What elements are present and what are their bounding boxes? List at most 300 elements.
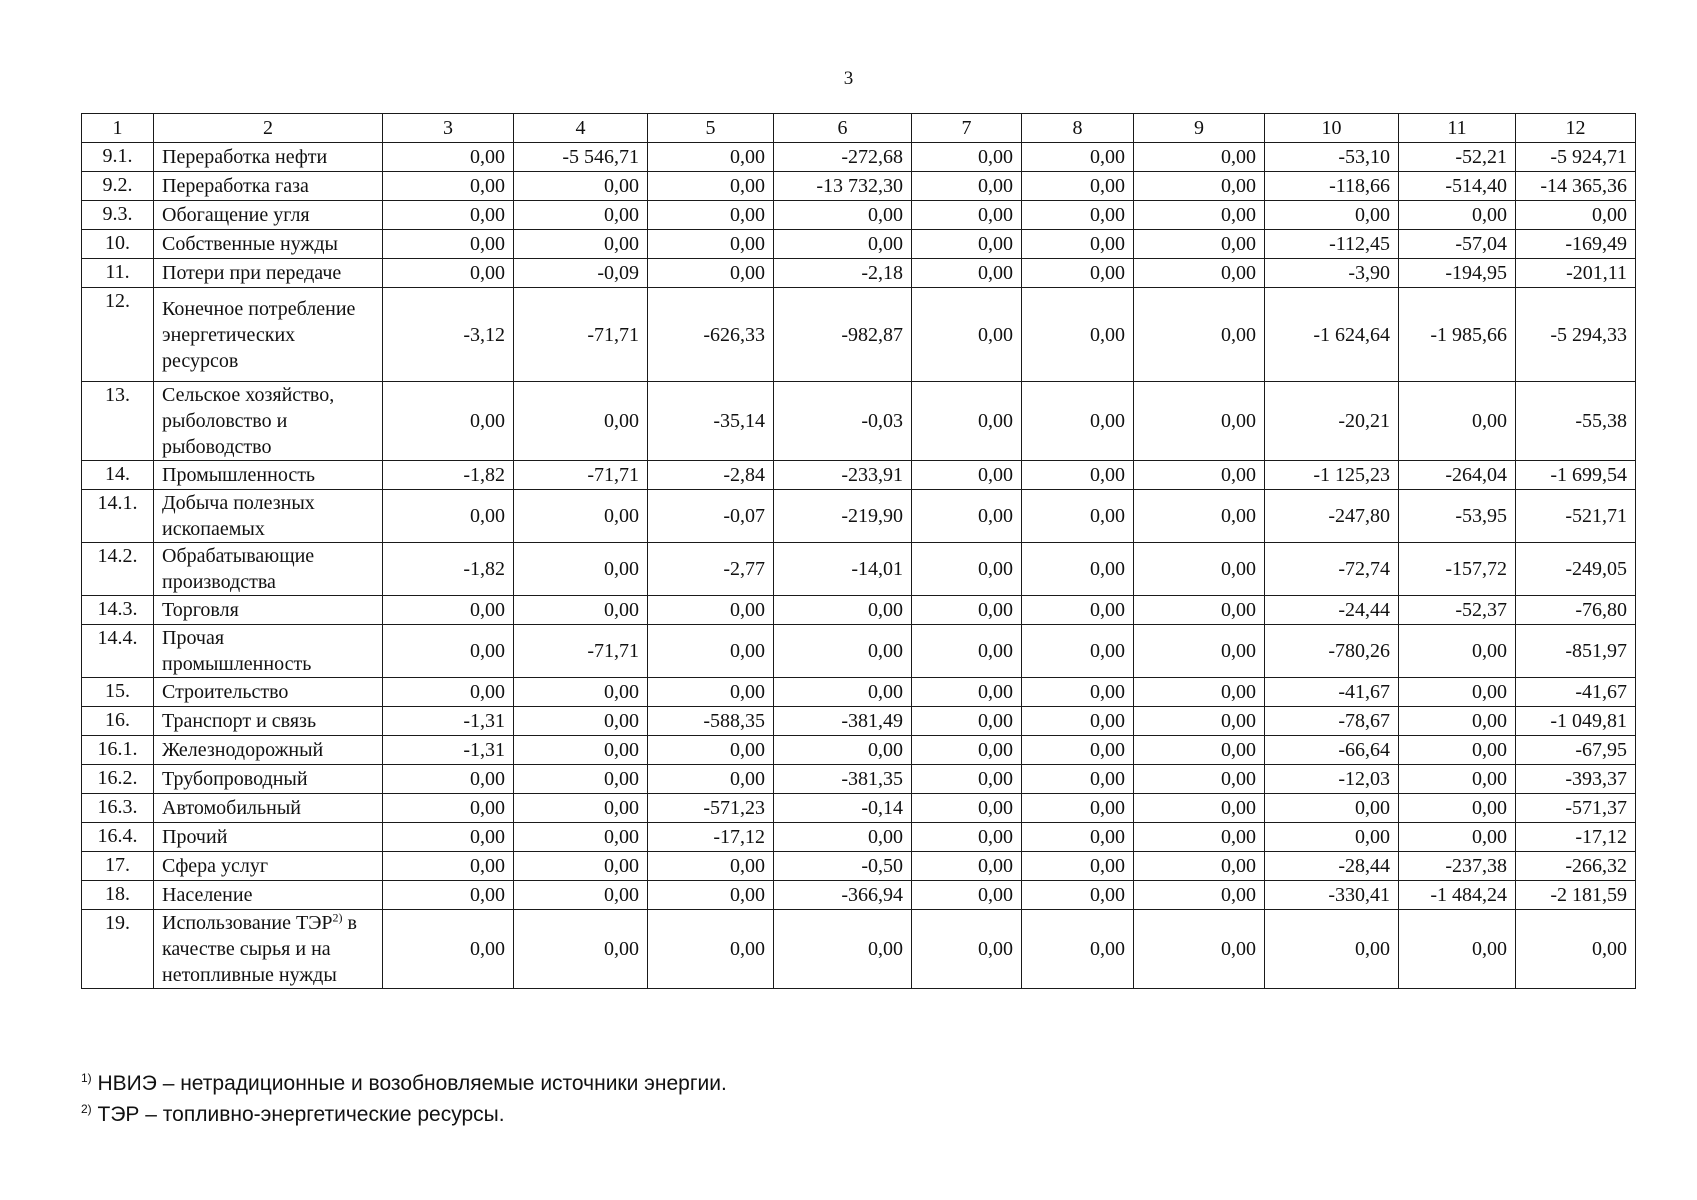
- value-cell: 0,00: [1399, 678, 1516, 707]
- row-number: 9.2.: [82, 172, 154, 201]
- value-cell: -41,67: [1265, 678, 1399, 707]
- value-cell: 0,00: [1134, 678, 1265, 707]
- value-cell: 0,00: [774, 230, 912, 259]
- value-cell: -381,49: [774, 707, 912, 736]
- value-cell: 0,00: [514, 543, 648, 596]
- row-label: [154, 678, 383, 707]
- row-label: [154, 794, 383, 823]
- value-cell: 0,00: [514, 201, 648, 230]
- row-label-text: Потери при передаче: [162, 262, 342, 284]
- value-cell: -1,31: [383, 736, 514, 765]
- row-label-text: Прочий: [162, 826, 228, 848]
- value-cell: 0,00: [1022, 625, 1134, 678]
- row-label: [154, 172, 383, 201]
- value-cell: 0,00: [912, 259, 1022, 288]
- value-cell: -12,03: [1265, 765, 1399, 794]
- value-cell: 0,00: [1022, 382, 1134, 461]
- value-cell: 0,00: [1265, 823, 1399, 852]
- value-cell: -14,01: [774, 543, 912, 596]
- value-cell: 0,00: [1134, 288, 1265, 382]
- column-header: 6: [774, 114, 912, 143]
- row-label: [154, 881, 383, 910]
- column-header: 1: [82, 114, 154, 143]
- value-cell: 0,00: [1022, 707, 1134, 736]
- row-label-text: Промышленность: [162, 464, 316, 486]
- page-number: 3: [843, 68, 854, 89]
- value-cell: 0,00: [774, 678, 912, 707]
- value-cell: 0,00: [383, 678, 514, 707]
- value-cell: 0,00: [648, 625, 774, 678]
- row-number: 14.: [82, 461, 154, 490]
- value-cell: 0,00: [648, 881, 774, 910]
- table-row: [82, 736, 1636, 765]
- value-cell: 0,00: [648, 230, 774, 259]
- row-label: [154, 461, 383, 490]
- row-label-text: Добыча полезных ископаемых: [162, 492, 315, 540]
- value-cell: 0,00: [912, 490, 1022, 543]
- value-cell: -1 699,54: [1516, 461, 1636, 490]
- footnote: [81, 1099, 727, 1130]
- column-header: 8: [1022, 114, 1134, 143]
- table-row: [82, 461, 1636, 490]
- row-number: 16.4.: [82, 823, 154, 852]
- value-cell: -0,07: [648, 490, 774, 543]
- row-label: [154, 596, 383, 625]
- value-cell: -71,71: [514, 288, 648, 382]
- value-cell: 0,00: [1134, 143, 1265, 172]
- value-cell: 0,00: [774, 736, 912, 765]
- row-label: [154, 823, 383, 852]
- value-cell: -72,74: [1265, 543, 1399, 596]
- row-number: 13.: [82, 382, 154, 461]
- row-number: 10.: [82, 230, 154, 259]
- row-number: 14.4.: [82, 625, 154, 678]
- value-cell: 0,00: [1399, 823, 1516, 852]
- column-header: 12: [1516, 114, 1636, 143]
- value-cell: 0,00: [383, 230, 514, 259]
- value-cell: 0,00: [514, 382, 648, 461]
- footnote-mark: 1): [81, 1071, 92, 1085]
- value-cell: 0,00: [383, 382, 514, 461]
- value-cell: 0,00: [1134, 461, 1265, 490]
- value-cell: 0,00: [1134, 910, 1265, 989]
- value-cell: 0,00: [383, 852, 514, 881]
- value-cell: 0,00: [912, 678, 1022, 707]
- value-cell: -2,84: [648, 461, 774, 490]
- row-label: [154, 288, 383, 382]
- value-cell: -0,09: [514, 259, 648, 288]
- row-label: [154, 543, 383, 596]
- row-label-text: Автомобильный: [162, 797, 301, 819]
- value-cell: 0,00: [383, 596, 514, 625]
- row-label-text: Сельское хозяйство, рыболовство и рыбоводство: [162, 384, 335, 458]
- footnote-mark: 2): [81, 1102, 92, 1116]
- value-cell: 0,00: [383, 172, 514, 201]
- value-cell: 0,00: [912, 596, 1022, 625]
- table-row: [82, 823, 1636, 852]
- value-cell: 0,00: [912, 172, 1022, 201]
- value-cell: -53,10: [1265, 143, 1399, 172]
- value-cell: 0,00: [1134, 852, 1265, 881]
- value-cell: -52,21: [1399, 143, 1516, 172]
- value-cell: 0,00: [1516, 201, 1636, 230]
- footnote: [81, 1068, 727, 1099]
- row-label-text: Обрабатывающие производства: [162, 545, 315, 593]
- value-cell: 0,00: [912, 881, 1022, 910]
- value-cell: 0,00: [1399, 794, 1516, 823]
- energy-balance-table: [81, 113, 1636, 989]
- table-row: [82, 852, 1636, 881]
- column-header: 7: [912, 114, 1022, 143]
- table-row: [82, 288, 1636, 382]
- value-cell: 0,00: [1134, 596, 1265, 625]
- value-cell: -2,18: [774, 259, 912, 288]
- value-cell: 0,00: [648, 596, 774, 625]
- value-cell: -0,50: [774, 852, 912, 881]
- row-number: 16.1.: [82, 736, 154, 765]
- row-label-text: Использование ТЭР: [162, 912, 333, 934]
- table-row: [82, 794, 1636, 823]
- footnote-ref: 2): [332, 910, 343, 925]
- value-cell: -5 924,71: [1516, 143, 1636, 172]
- value-cell: -366,94: [774, 881, 912, 910]
- value-cell: -247,80: [1265, 490, 1399, 543]
- value-cell: 0,00: [514, 596, 648, 625]
- value-cell: -571,23: [648, 794, 774, 823]
- value-cell: 0,00: [514, 794, 648, 823]
- value-cell: 0,00: [1134, 794, 1265, 823]
- table-row: [82, 259, 1636, 288]
- row-number: 17.: [82, 852, 154, 881]
- value-cell: 0,00: [774, 625, 912, 678]
- value-cell: -3,12: [383, 288, 514, 382]
- value-cell: 0,00: [1399, 625, 1516, 678]
- value-cell: 0,00: [1022, 172, 1134, 201]
- table-row: [82, 490, 1636, 543]
- row-number: 16.2.: [82, 765, 154, 794]
- value-cell: -118,66: [1265, 172, 1399, 201]
- value-cell: 0,00: [774, 910, 912, 989]
- row-label: [154, 625, 383, 678]
- value-cell: 0,00: [383, 490, 514, 543]
- value-cell: -52,37: [1399, 596, 1516, 625]
- value-cell: 0,00: [1022, 230, 1134, 259]
- value-cell: 0,00: [912, 852, 1022, 881]
- value-cell: 0,00: [1399, 910, 1516, 989]
- value-cell: 0,00: [383, 625, 514, 678]
- value-cell: 0,00: [1022, 823, 1134, 852]
- value-cell: 0,00: [1134, 259, 1265, 288]
- column-header: 5: [648, 114, 774, 143]
- value-cell: 0,00: [648, 172, 774, 201]
- table-row: [82, 765, 1636, 794]
- value-cell: 0,00: [514, 765, 648, 794]
- value-cell: -1,31: [383, 707, 514, 736]
- row-label: [154, 490, 383, 543]
- value-cell: 0,00: [912, 143, 1022, 172]
- row-label-text: Торговля: [162, 599, 239, 621]
- value-cell: 0,00: [383, 881, 514, 910]
- value-cell: -67,95: [1516, 736, 1636, 765]
- value-cell: 0,00: [1399, 707, 1516, 736]
- value-cell: 0,00: [912, 288, 1022, 382]
- table-row: [82, 201, 1636, 230]
- value-cell: 0,00: [1265, 201, 1399, 230]
- value-cell: 0,00: [648, 143, 774, 172]
- column-header: 10: [1265, 114, 1399, 143]
- row-label-continuation: в качестве сырья и на нетопливные нужды: [162, 912, 357, 986]
- table-row: [82, 881, 1636, 910]
- row-label: [154, 852, 383, 881]
- value-cell: 0,00: [1022, 461, 1134, 490]
- value-cell: 0,00: [1022, 765, 1134, 794]
- value-cell: 0,00: [774, 596, 912, 625]
- value-cell: -780,26: [1265, 625, 1399, 678]
- value-cell: -66,64: [1265, 736, 1399, 765]
- value-cell: -201,11: [1516, 259, 1636, 288]
- value-cell: -5 546,71: [514, 143, 648, 172]
- value-cell: -571,37: [1516, 794, 1636, 823]
- value-cell: 0,00: [1134, 382, 1265, 461]
- value-cell: -521,71: [1516, 490, 1636, 543]
- table-row: [82, 707, 1636, 736]
- value-cell: -17,12: [1516, 823, 1636, 852]
- row-number: 14.3.: [82, 596, 154, 625]
- value-cell: -393,37: [1516, 765, 1636, 794]
- value-cell: -14 365,36: [1516, 172, 1636, 201]
- value-cell: -272,68: [774, 143, 912, 172]
- value-cell: 0,00: [1265, 910, 1399, 989]
- table-row: [82, 382, 1636, 461]
- table-row: [82, 143, 1636, 172]
- value-cell: 0,00: [912, 543, 1022, 596]
- table-row: [82, 910, 1636, 989]
- row-label: [154, 736, 383, 765]
- value-cell: 0,00: [1022, 201, 1134, 230]
- value-cell: -5 294,33: [1516, 288, 1636, 382]
- value-cell: 0,00: [912, 707, 1022, 736]
- value-cell: -1 484,24: [1399, 881, 1516, 910]
- column-header: 9: [1134, 114, 1265, 143]
- value-cell: 0,00: [1134, 823, 1265, 852]
- value-cell: -24,44: [1265, 596, 1399, 625]
- value-cell: 0,00: [1399, 736, 1516, 765]
- value-cell: -219,90: [774, 490, 912, 543]
- table-row: [82, 230, 1636, 259]
- value-cell: 0,00: [1516, 910, 1636, 989]
- value-cell: 0,00: [1399, 201, 1516, 230]
- value-cell: 0,00: [383, 794, 514, 823]
- row-number: 14.1.: [82, 490, 154, 543]
- value-cell: 0,00: [1022, 910, 1134, 989]
- value-cell: -330,41: [1265, 881, 1399, 910]
- value-cell: -53,95: [1399, 490, 1516, 543]
- value-cell: 0,00: [1022, 852, 1134, 881]
- row-number: 16.: [82, 707, 154, 736]
- value-cell: 0,00: [383, 910, 514, 989]
- row-label-text: Строительство: [162, 681, 289, 703]
- value-cell: -28,44: [1265, 852, 1399, 881]
- value-cell: -514,40: [1399, 172, 1516, 201]
- value-cell: 0,00: [912, 765, 1022, 794]
- value-cell: -17,12: [648, 823, 774, 852]
- value-cell: 0,00: [514, 852, 648, 881]
- table-row: [82, 543, 1636, 596]
- value-cell: 0,00: [1134, 625, 1265, 678]
- row-label: [154, 707, 383, 736]
- row-number: 19.: [82, 910, 154, 989]
- value-cell: 0,00: [514, 490, 648, 543]
- value-cell: 0,00: [648, 852, 774, 881]
- value-cell: -57,04: [1399, 230, 1516, 259]
- value-cell: 0,00: [1134, 230, 1265, 259]
- column-header: 4: [514, 114, 648, 143]
- value-cell: 0,00: [1022, 596, 1134, 625]
- column-number-header-row: [82, 114, 1636, 143]
- row-label-text: Обогащение угля: [162, 204, 310, 226]
- row-number: 14.2.: [82, 543, 154, 596]
- value-cell: 0,00: [648, 765, 774, 794]
- table-row: [82, 625, 1636, 678]
- value-cell: 0,00: [648, 201, 774, 230]
- row-number: 15.: [82, 678, 154, 707]
- value-cell: 0,00: [1022, 288, 1134, 382]
- value-cell: 0,00: [1022, 881, 1134, 910]
- value-cell: -3,90: [1265, 259, 1399, 288]
- value-cell: -169,49: [1516, 230, 1636, 259]
- row-label: [154, 382, 383, 461]
- value-cell: -55,38: [1516, 382, 1636, 461]
- value-cell: 0,00: [1399, 382, 1516, 461]
- value-cell: 0,00: [514, 707, 648, 736]
- row-label-text: Железнодорожный: [162, 739, 324, 761]
- value-cell: 0,00: [912, 823, 1022, 852]
- value-cell: 0,00: [383, 823, 514, 852]
- column-header: 3: [383, 114, 514, 143]
- row-label-text: Прочая промышленность: [162, 627, 312, 675]
- value-cell: 0,00: [1022, 736, 1134, 765]
- value-cell: 0,00: [912, 625, 1022, 678]
- value-cell: 0,00: [1134, 707, 1265, 736]
- value-cell: 0,00: [1022, 259, 1134, 288]
- value-cell: -112,45: [1265, 230, 1399, 259]
- value-cell: 0,00: [912, 736, 1022, 765]
- value-cell: -381,35: [774, 765, 912, 794]
- value-cell: -157,72: [1399, 543, 1516, 596]
- value-cell: -41,67: [1516, 678, 1636, 707]
- value-cell: 0,00: [1265, 794, 1399, 823]
- value-cell: -194,95: [1399, 259, 1516, 288]
- value-cell: 0,00: [514, 736, 648, 765]
- value-cell: -71,71: [514, 461, 648, 490]
- value-cell: 0,00: [1022, 543, 1134, 596]
- value-cell: 0,00: [1399, 765, 1516, 794]
- value-cell: 0,00: [912, 201, 1022, 230]
- value-cell: 0,00: [912, 382, 1022, 461]
- value-cell: -588,35: [648, 707, 774, 736]
- value-cell: -0,14: [774, 794, 912, 823]
- value-cell: 0,00: [514, 881, 648, 910]
- value-cell: -0,03: [774, 382, 912, 461]
- value-cell: -1 125,23: [1265, 461, 1399, 490]
- footnotes: [81, 1068, 727, 1130]
- value-cell: -2 181,59: [1516, 881, 1636, 910]
- row-number: 18.: [82, 881, 154, 910]
- value-cell: -71,71: [514, 625, 648, 678]
- footnote-text: ТЭР – топливно-энергетические ресурсы.: [91, 1103, 505, 1126]
- value-cell: 0,00: [1022, 678, 1134, 707]
- value-cell: 0,00: [383, 765, 514, 794]
- value-cell: 0,00: [648, 910, 774, 989]
- value-cell: -20,21: [1265, 382, 1399, 461]
- row-label: [154, 910, 383, 989]
- table-body: [82, 143, 1636, 989]
- value-cell: -1,82: [383, 543, 514, 596]
- value-cell: 0,00: [1134, 881, 1265, 910]
- value-cell: -266,32: [1516, 852, 1636, 881]
- row-label-text: Переработка газа: [162, 175, 309, 197]
- value-cell: -982,87: [774, 288, 912, 382]
- value-cell: -35,14: [648, 382, 774, 461]
- value-cell: -13 732,30: [774, 172, 912, 201]
- value-cell: 0,00: [648, 678, 774, 707]
- value-cell: 0,00: [383, 259, 514, 288]
- value-cell: 0,00: [1134, 172, 1265, 201]
- value-cell: -264,04: [1399, 461, 1516, 490]
- value-cell: 0,00: [1134, 765, 1265, 794]
- row-label: [154, 143, 383, 172]
- value-cell: 0,00: [912, 794, 1022, 823]
- value-cell: 0,00: [648, 259, 774, 288]
- row-number: 9.1.: [82, 143, 154, 172]
- value-cell: 0,00: [383, 143, 514, 172]
- table-row: [82, 678, 1636, 707]
- row-number: 11.: [82, 259, 154, 288]
- value-cell: 0,00: [1134, 543, 1265, 596]
- value-cell: 0,00: [912, 461, 1022, 490]
- value-cell: 0,00: [514, 910, 648, 989]
- value-cell: -76,80: [1516, 596, 1636, 625]
- row-label-text: Сфера услуг: [162, 855, 269, 877]
- row-number: 9.3.: [82, 201, 154, 230]
- row-label-text: Население: [162, 884, 253, 906]
- value-cell: 0,00: [1022, 794, 1134, 823]
- row-label: [154, 201, 383, 230]
- column-header: 2: [154, 114, 383, 143]
- row-label: [154, 230, 383, 259]
- row-label-text: Транспорт и связь: [162, 710, 317, 732]
- value-cell: -626,33: [648, 288, 774, 382]
- row-label: [154, 259, 383, 288]
- value-cell: 0,00: [774, 201, 912, 230]
- value-cell: 0,00: [514, 678, 648, 707]
- row-label-text: Конечное потребление энергетических ресурсов: [162, 297, 356, 372]
- value-cell: 0,00: [912, 230, 1022, 259]
- value-cell: -1 049,81: [1516, 707, 1636, 736]
- value-cell: -2,77: [648, 543, 774, 596]
- row-number: 16.3.: [82, 794, 154, 823]
- column-header: 11: [1399, 114, 1516, 143]
- value-cell: -237,38: [1399, 852, 1516, 881]
- value-cell: -1 624,64: [1265, 288, 1399, 382]
- value-cell: 0,00: [514, 230, 648, 259]
- value-cell: 0,00: [648, 736, 774, 765]
- row-label-text: Переработка нефти: [162, 146, 328, 168]
- value-cell: 0,00: [514, 172, 648, 201]
- row-number: 12.: [82, 288, 154, 382]
- value-cell: -1 985,66: [1399, 288, 1516, 382]
- value-cell: 0,00: [1022, 143, 1134, 172]
